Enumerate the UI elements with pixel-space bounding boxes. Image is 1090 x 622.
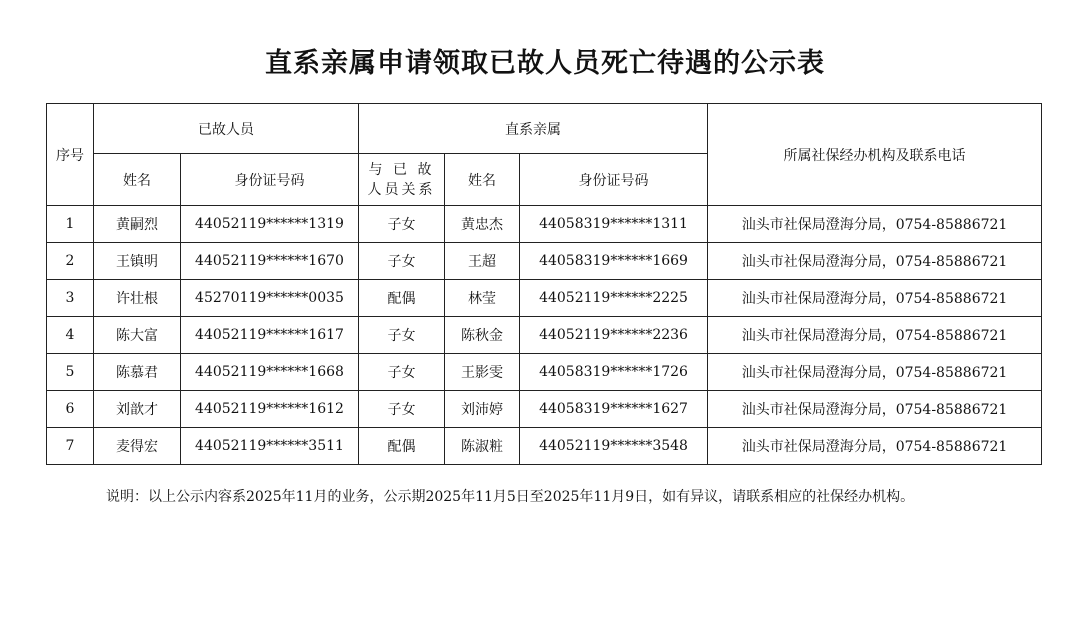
- header-deceased-id: 身份证号码: [181, 154, 359, 206]
- cell-seq: 5: [47, 354, 94, 391]
- cell-deceased-name: 陈大富: [94, 317, 181, 354]
- cell-relative-id: 44058319******1311: [520, 206, 708, 243]
- cell-seq: 7: [47, 428, 94, 465]
- cell-agency: 汕头市社保局澄海分局，0754-85886721: [708, 206, 1042, 243]
- cell-relation: 子女: [359, 354, 445, 391]
- header-relative-id: 身份证号码: [520, 154, 708, 206]
- table-row: [47, 354, 1042, 391]
- header-relation-line-1: 与 已 故: [368, 161, 435, 178]
- page-title: 直系亲属申请领取已故人员死亡待遇的公示表: [265, 48, 825, 79]
- cell-relation: 配偶: [359, 280, 445, 317]
- cell-seq: 2: [47, 243, 94, 280]
- table-row: [47, 391, 1042, 428]
- cell-relative-name: 林莹: [445, 280, 520, 317]
- cell-deceased-name: 陈慕君: [94, 354, 181, 391]
- cell-deceased-name: 麦得宏: [94, 428, 181, 465]
- cell-deceased-id: 44052119******1617: [181, 317, 359, 354]
- cell-relative-id: 44058319******1627: [520, 391, 708, 428]
- header-agency: 所属社保经办机构及联系电话: [708, 104, 1042, 206]
- cell-relative-id: 44058319******1726: [520, 354, 708, 391]
- table-row: [47, 243, 1042, 280]
- cell-relative-name: 陈淑粧: [445, 428, 520, 465]
- header-seq: 序号: [47, 104, 94, 206]
- cell-agency: 汕头市社保局澄海分局，0754-85886721: [708, 428, 1042, 465]
- cell-deceased-id: 44052119******1319: [181, 206, 359, 243]
- header-row-1: [47, 104, 1042, 154]
- cell-deceased-name: 刘歆才: [94, 391, 181, 428]
- header-relative-name: 姓名: [445, 154, 520, 206]
- table-row: [47, 428, 1042, 465]
- cell-relative-id: 44052119******2236: [520, 317, 708, 354]
- header-deceased-group: 已故人员: [94, 104, 359, 154]
- cell-relation: 子女: [359, 391, 445, 428]
- cell-seq: 6: [47, 391, 94, 428]
- header-relation: [359, 154, 445, 206]
- cell-relative-name: 陈秋金: [445, 317, 520, 354]
- notice-table: [46, 103, 1042, 465]
- cell-deceased-name: 许壮根: [94, 280, 181, 317]
- cell-agency: 汕头市社保局澄海分局，0754-85886721: [708, 317, 1042, 354]
- cell-agency: 汕头市社保局澄海分局，0754-85886721: [708, 243, 1042, 280]
- cell-seq: 3: [47, 280, 94, 317]
- cell-agency: 汕头市社保局澄海分局，0754-85886721: [708, 391, 1042, 428]
- cell-relative-id: 44052119******3548: [520, 428, 708, 465]
- cell-relative-id: 44058319******1669: [520, 243, 708, 280]
- cell-agency: 汕头市社保局澄海分局，0754-85886721: [708, 280, 1042, 317]
- cell-relative-name: 黄忠杰: [445, 206, 520, 243]
- cell-relation: 配偶: [359, 428, 445, 465]
- cell-relative-name: 刘沛婷: [445, 391, 520, 428]
- footnote: 说明：以上公示内容系2025年11月的业务，公示期2025年11月5日至2025年11月9日，如有异议，请联系相应的社保经办机构。: [106, 489, 915, 505]
- cell-relative-name: 王影雯: [445, 354, 520, 391]
- cell-deceased-name: 王镇明: [94, 243, 181, 280]
- table-row: [47, 280, 1042, 317]
- cell-deceased-id: 44052119******1670: [181, 243, 359, 280]
- table-row: [47, 317, 1042, 354]
- cell-deceased-id: 44052119******1668: [181, 354, 359, 391]
- header-relation-line-2: 人员关系: [367, 181, 436, 198]
- cell-deceased-id: 44052119******3511: [181, 428, 359, 465]
- cell-agency: 汕头市社保局澄海分局，0754-85886721: [708, 354, 1042, 391]
- cell-relation: 子女: [359, 317, 445, 354]
- cell-relative-id: 44052119******2225: [520, 280, 708, 317]
- cell-deceased-id: 45270119******0035: [181, 280, 359, 317]
- header-relative-group: 直系亲属: [359, 104, 708, 154]
- header-deceased-name: 姓名: [94, 154, 181, 206]
- table-row: [47, 206, 1042, 243]
- cell-deceased-id: 44052119******1612: [181, 391, 359, 428]
- cell-relative-name: 王超: [445, 243, 520, 280]
- cell-seq: 4: [47, 317, 94, 354]
- cell-relation: 子女: [359, 243, 445, 280]
- cell-seq: 1: [47, 206, 94, 243]
- cell-relation: 子女: [359, 206, 445, 243]
- cell-deceased-name: 黄嗣烈: [94, 206, 181, 243]
